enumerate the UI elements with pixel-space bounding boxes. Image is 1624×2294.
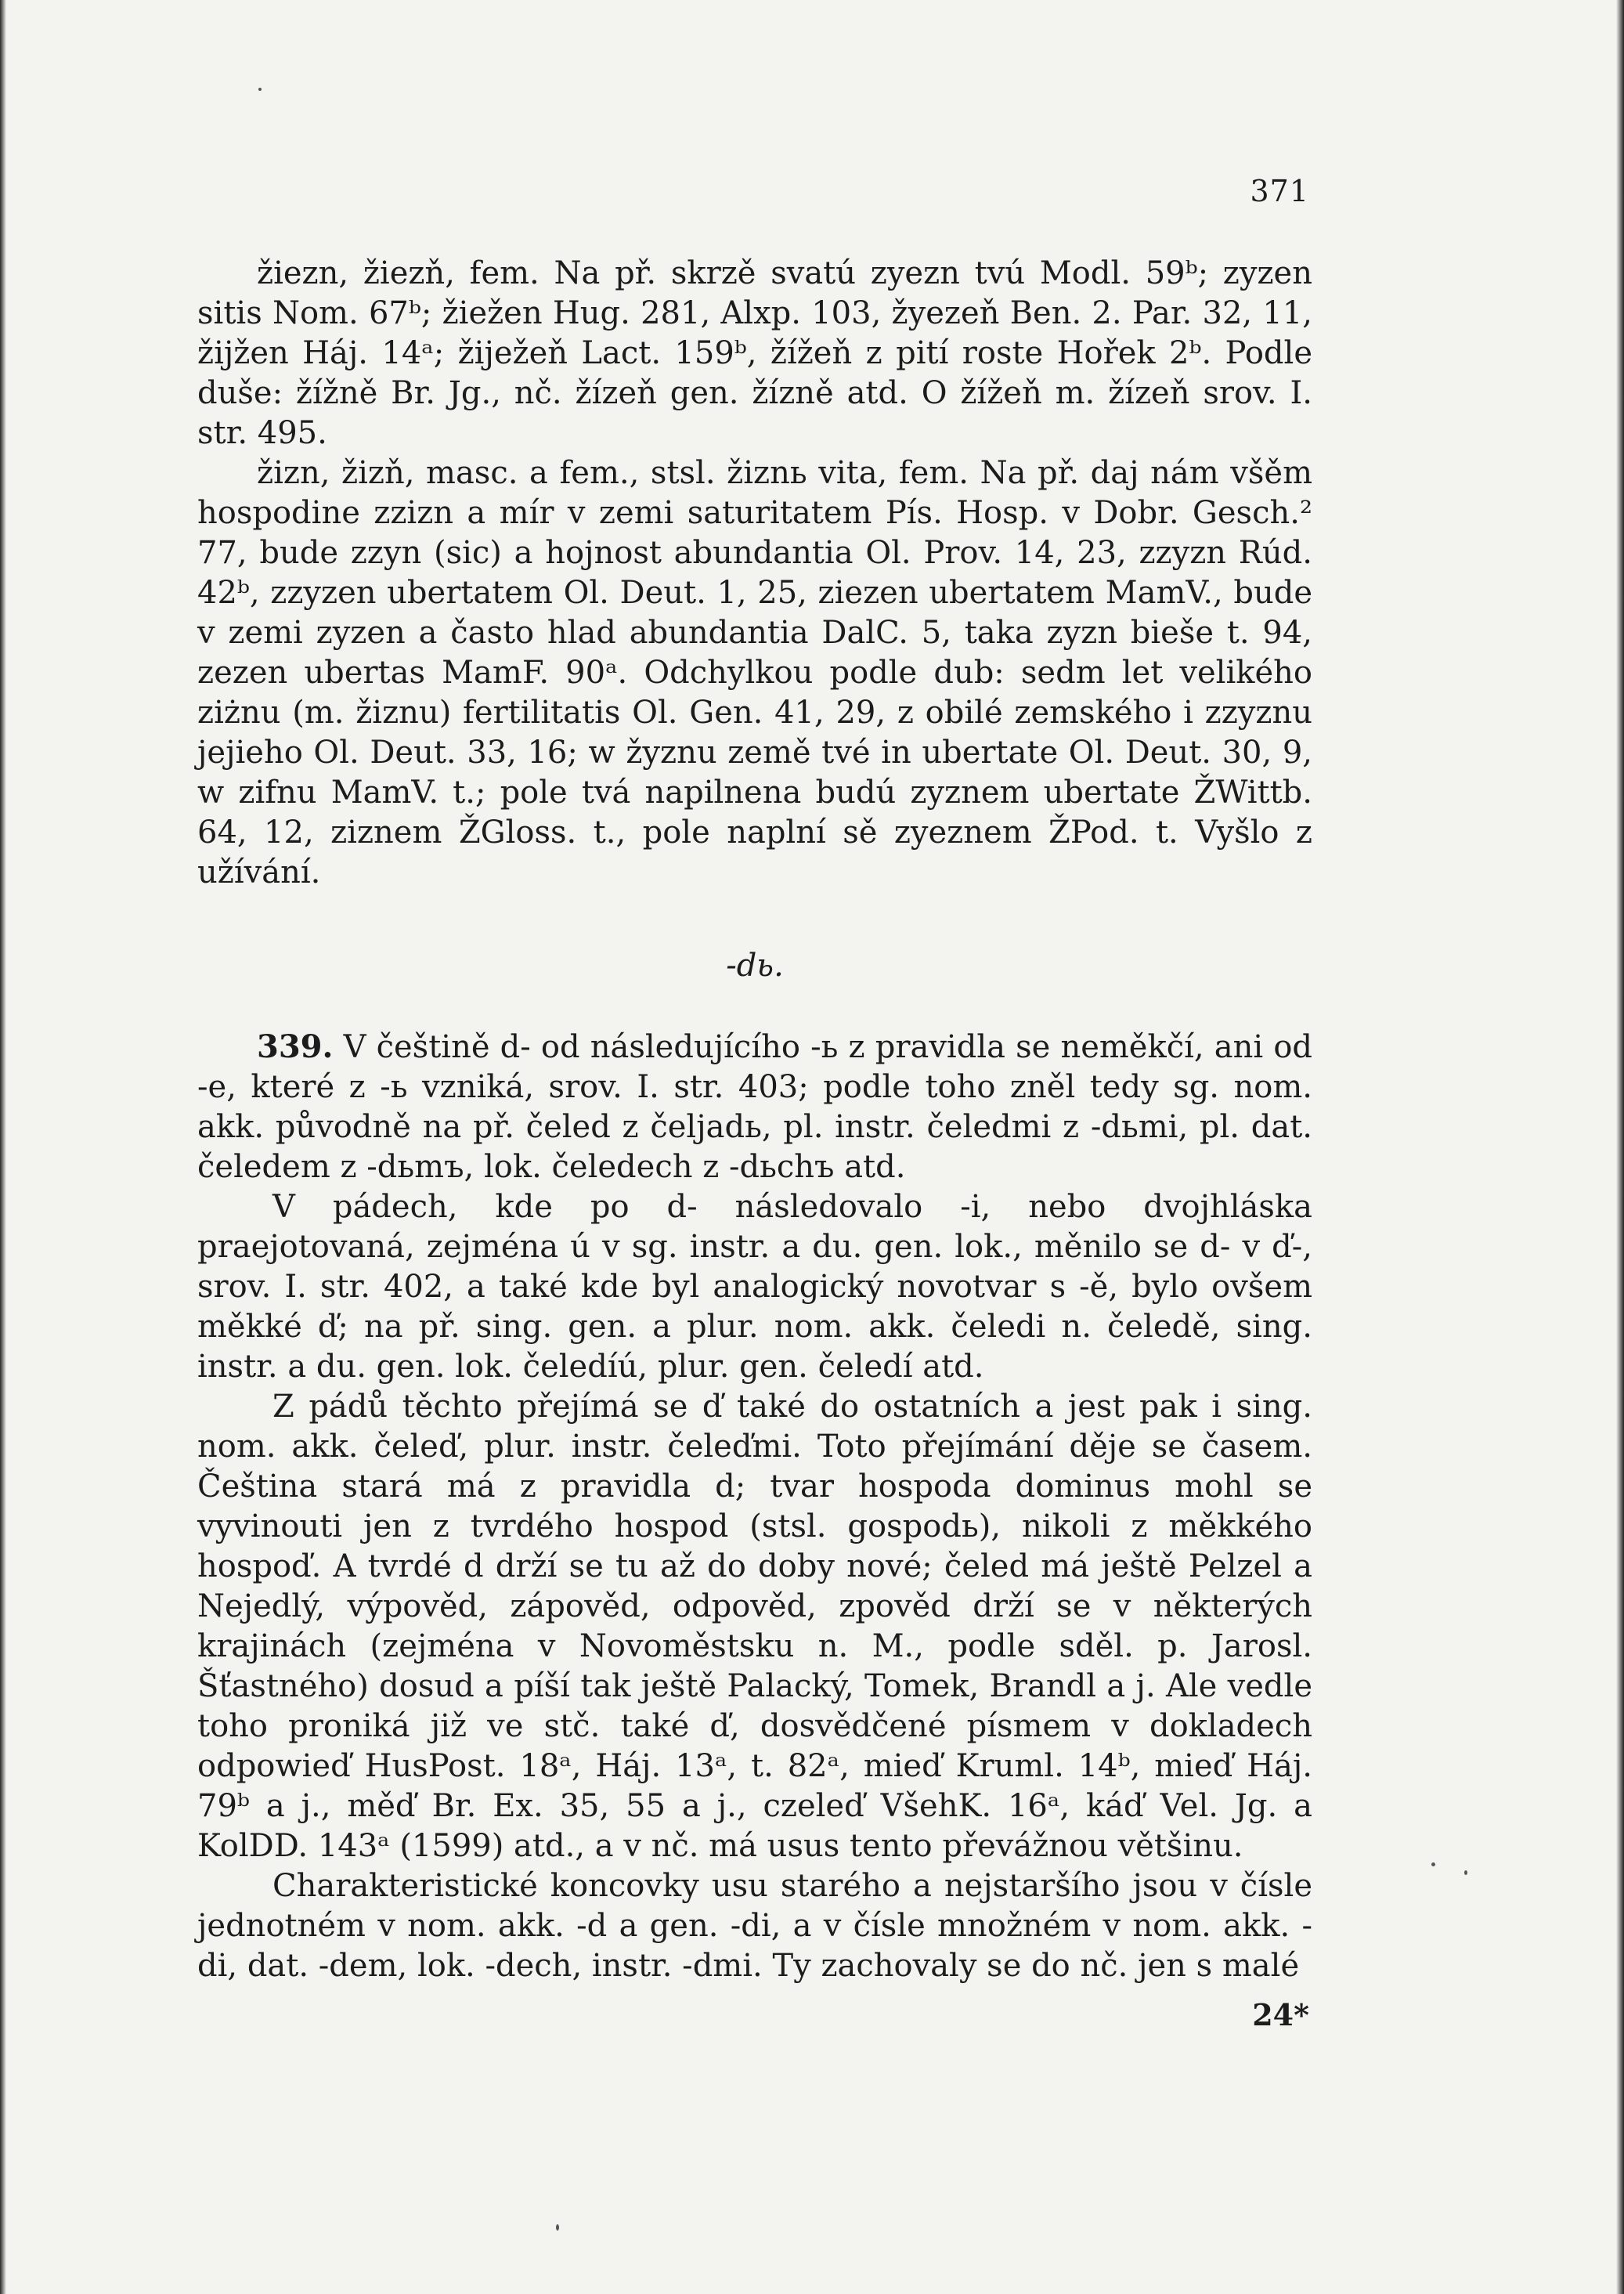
section-paragraph: Charakteristické koncovky usu starého a nejstaršího jsou v čísle jednotném v nom. akk. -d a gen. -di, a v čísle množném v nom. akk. -di, dat. -dem, lok. -dech, instr. -dmi. Ty zachovaly se do nč. jen s malé — [197, 1868, 1312, 1984]
text-block — [197, 254, 1312, 1986]
paper-speck — [1431, 1862, 1435, 1866]
dictionary-entry: žiezn, žiezň, fem. Na př. skrzě svatú zyezn tvú Modl. 59ᵇ; zyzen sitis Nom. 67ᵇ; žiežen Hug. 281, Alxp. 103, žyezeň Ben. 2. Par. 32, 11, žijžen Háj. 14ᵃ; žiježeň Lact. 159ᵇ, žížeň z pití roste Hořek 2ᵇ. Podle duše: žížně Br. Jg., nč. žízeň gen. žízně atd. O žížeň m. žízeň srov. I. str. 495. — [197, 255, 1312, 451]
section-heading: -dь. — [726, 948, 784, 984]
section-number: 339. — [257, 1028, 334, 1065]
dictionary-entry: žizn, žizň, masc. a fem., stsl. žiznь vita, fem. Na př. daj nám všěm hospodine zzizn a mír v zemi saturitatem Pís. Hosp. v Dobr. Gesch.² 77, bude zzyn (sic) a hojnost abundantia Ol. Prov. 14, 23, zzyzn Rúd. 42ᵇ, zzyzen ubertatem Ol. Deut. 1, 25, ziezen ubertatem MamV., bude v zemi zyzen a často hlad abundantia DalC. 5, taka zyzn bieše t. 94, zezen ubertas MamF. 90ᵃ. Odchylkou podle dub: sedm let velikého ziżnu (m. žiznu) fertilitatis Ol. Gen. 41, 29, z obilé zemského i zzyznu jejieho Ol. Deut. 33, 16; w žyznu země tvé in ubertate Ol. Deut. 30, 9, w zifnu MamV. t.; pole tvá napilnena budú zyznem ubertate ŽWittb. 64, 12, ziznem ŽGloss. t., pole naplní sě zyeznem ŽPod. t. Vyšlo z užívání. — [197, 455, 1312, 891]
section-paragraph: Z pádů těchto přejímá se ď také do ostatních a jest pak i sing. nom. akk. čeleď, plur. instr. čeleďmi. Toto přejímání děje se časem. Čeština stará má z pravidla d; tvar hospoda dominus mohl se vyvinouti jen z tvrdého hospod (stsl. gospodь), nikoli z měkkého hospoď. A tvrdé d drží se tu až do doby nové; čeled má ještě Pelzel a Nejedlý, výpověd, zápověd, odpověd, zpověd drží se v některých krajinách (zejména v Novoměstsku n. M., podle sděl. p. Jarosl. Šťastného) dosud a píší tak ještě Palacký, Tomek, Brandl a j. Ale vedle toho proniká již ve stč. také ď, dosvědčené písmem v dokladech odpowieď HusPost. 18ᵃ, Háj. 13ᵃ, t. 82ᵃ, mieď Kruml. 14ᵇ, mieď Háj. 79ᵇ a j., měď Br. Ex. 35, 55 a j., czeleď VšehK. 16ᵃ, káď Vel. Jg. a KolDD. 143ᵃ (1599) atd., a v nč. má usus tento převážnou většinu. — [197, 1389, 1312, 1864]
paper-speck — [1464, 1870, 1467, 1875]
page-number: 371 — [1250, 174, 1309, 208]
section-paragraph — [197, 1027, 1312, 1187]
paper-speck — [556, 2224, 559, 2231]
paragraph-text: V češtině d- od následujícího -ь z pravidla se neměkčí, ani od -e, které z -ь vzniká, srov. I. str. 403; podle toho zněl tedy sg. nom. akk. původně na př. čeled z čeljadь, pl. instr. čeledmi z -dьmi, pl. dat. čeledem z -dьmъ, lok. čeledech z -dьchъ atd. — [197, 1029, 1313, 1185]
page-edge-left — [0, 0, 6, 2294]
paper-speck — [258, 88, 262, 91]
page-edge-right — [1616, 0, 1624, 2294]
signature-mark: 24* — [1252, 1997, 1309, 2032]
section-paragraph: V pádech, kde po d- následovalo -i, nebo dvojhláska praejotovaná, zejména ú v sg. instr. a du. gen. lok., měnilo se d- v ď-, srov. I. str. 402, a také kde byl analogický novotvar s -ě, bylo ovšem měkké ď; na př. sing. gen. a plur. nom. akk. čeledi n. čeledě, sing. instr. a du. gen. lok. čeledíú, plur. gen. čeledí atd. — [197, 1189, 1312, 1385]
